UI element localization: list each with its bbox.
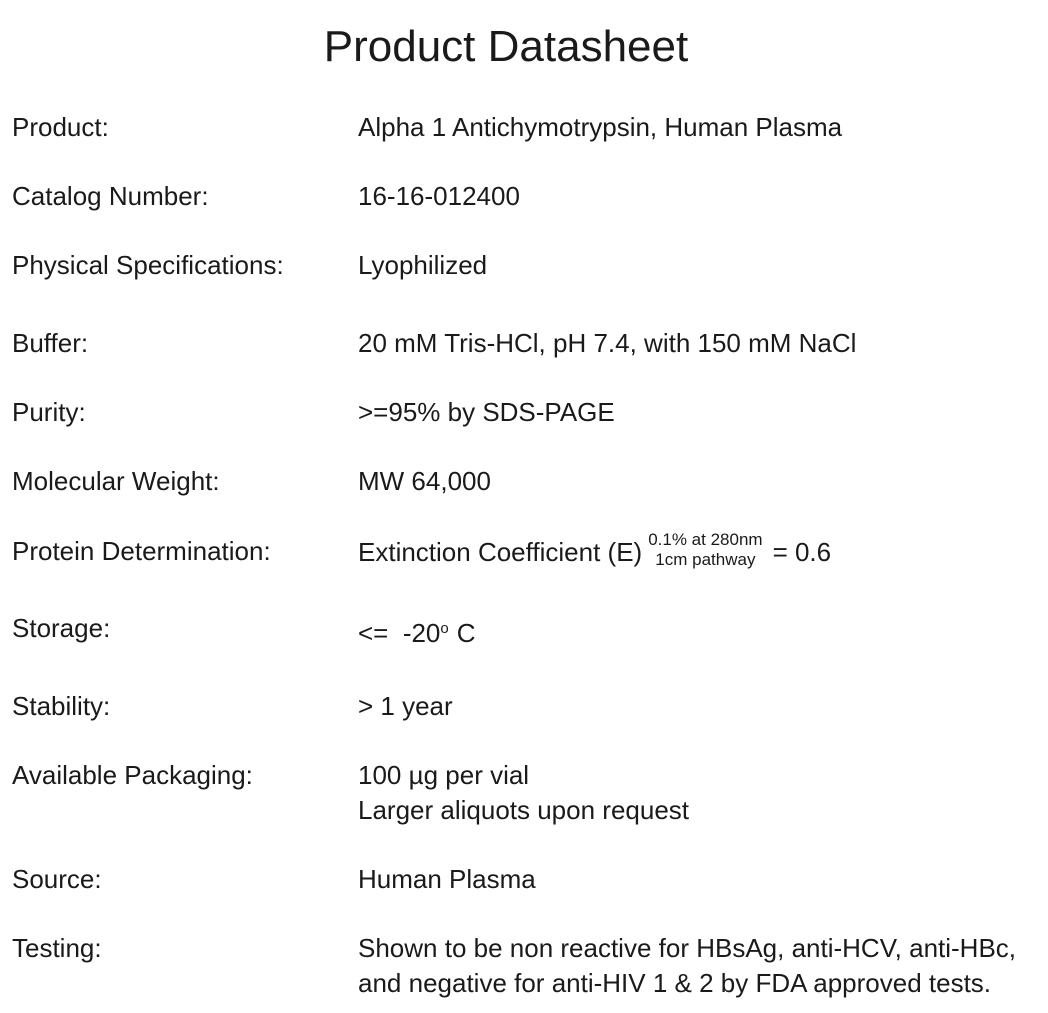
label-stability: Stability: (12, 691, 111, 721)
value-stability: > 1 year (358, 691, 453, 721)
label-purity: Purity: (12, 397, 86, 427)
value-protein-determination (358, 530, 832, 574)
storage-unit: C (456, 618, 476, 648)
fraction-bottom: 1cm pathway (655, 550, 756, 569)
label-catalog-number: Catalog Number: (12, 181, 209, 211)
label-product: Product: (12, 112, 109, 142)
packaging-line: Larger aliquots upon request (358, 795, 690, 825)
value-product: Alpha 1 Antichymotrypsin, Human Plasma (358, 112, 843, 142)
extinction-coefficient-text: Extinction Coefficient (E) (358, 536, 643, 567)
fraction-top: 0.1% at 280nm (648, 530, 763, 549)
value-catalog-number: 16-16-012400 (358, 181, 520, 211)
packaging-line: 100 µg per vial (358, 760, 530, 790)
label-protein-determination: Protein Determination: (12, 536, 271, 566)
storage-temperature: <= -20 (358, 618, 441, 648)
value-available-packaging (358, 758, 689, 828)
value-storage (358, 611, 476, 651)
value-purity: >=95% by SDS-PAGE (358, 397, 615, 427)
testing-line: and negative for anti-HIV 1 & 2 by FDA approved tests. (358, 968, 992, 998)
label-testing: Testing: (12, 933, 102, 963)
label-molecular-weight: Molecular Weight: (12, 466, 220, 496)
value-molecular-weight: MW 64,000 (358, 466, 491, 496)
value-physical-specifications: Lyophilized (358, 250, 488, 280)
value-testing (358, 931, 1016, 1001)
label-physical-specifications: Physical Specifications: (12, 250, 284, 280)
label-storage: Storage: (12, 613, 111, 643)
label-source: Source: (12, 864, 102, 894)
value-source: Human Plasma (358, 864, 536, 894)
value-buffer: 20 mM Tris-HCl, pH 7.4, with 150 mM NaCl (358, 328, 857, 358)
label-available-packaging: Available Packaging: (12, 760, 253, 790)
testing-line: Shown to be non reactive for HBsAg, anti-HCV, anti-HBc, (358, 933, 1017, 963)
label-buffer: Buffer: (12, 328, 89, 358)
page-title: Product Datasheet (323, 22, 689, 71)
extinction-subscript-fraction (648, 530, 762, 570)
extinction-value: = 0.6 (772, 536, 832, 567)
degree-symbol: o (440, 620, 449, 637)
